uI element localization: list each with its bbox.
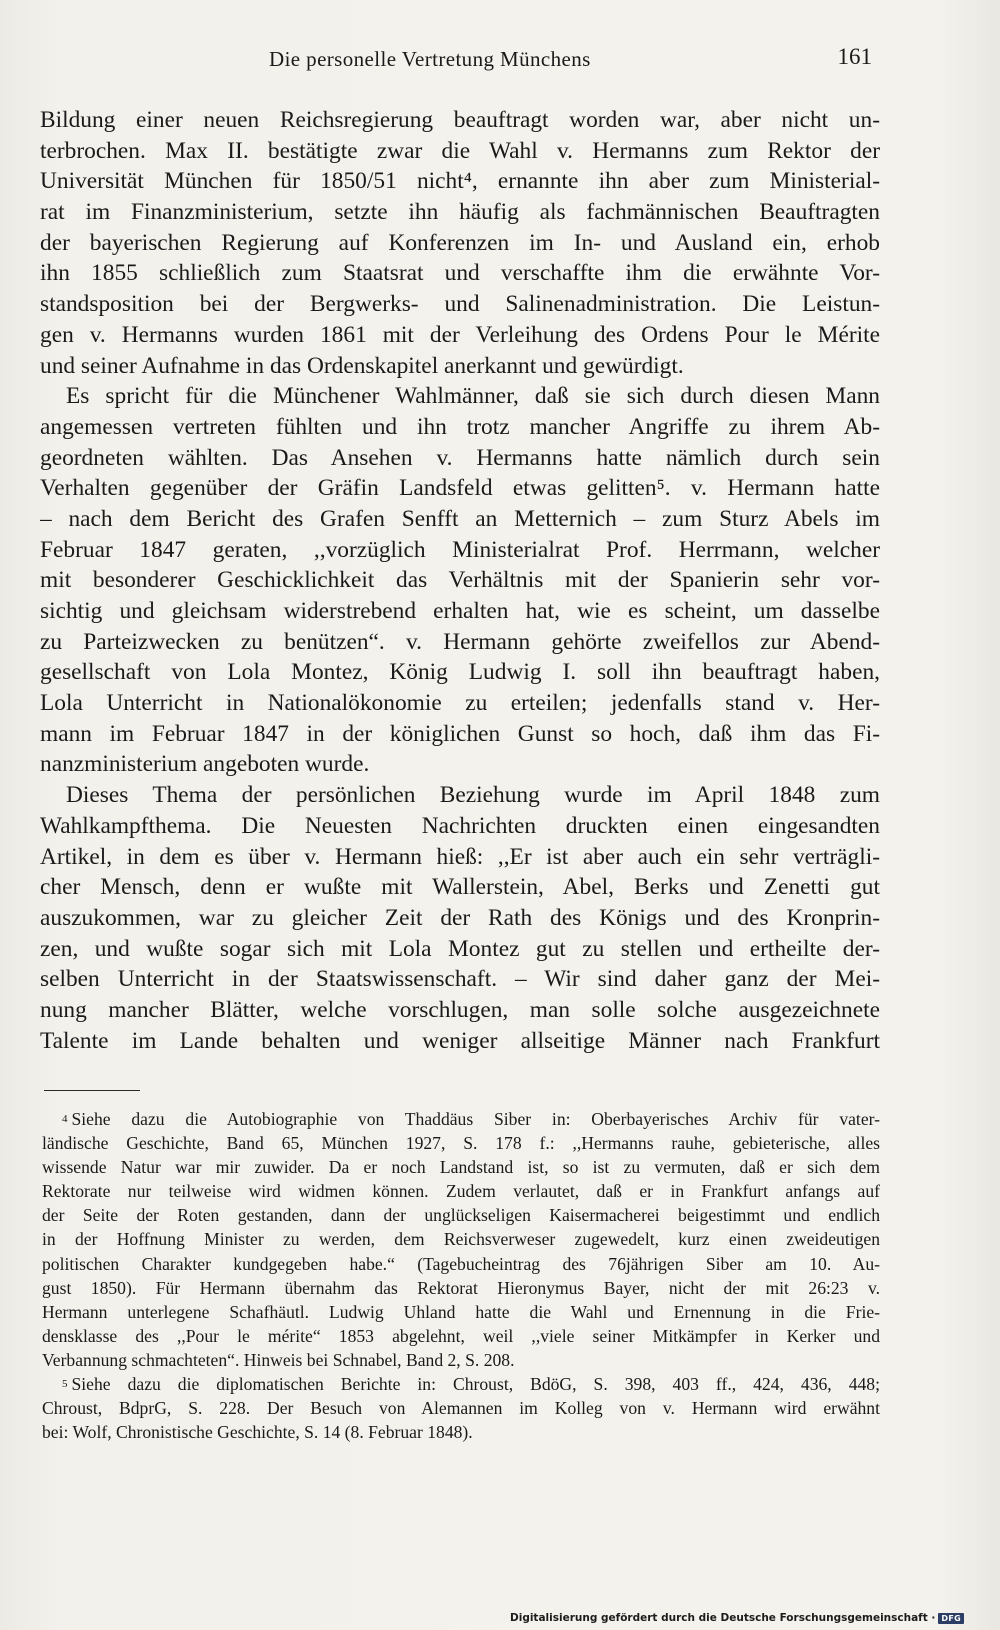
footnote-5-line: Chroust, BdprG, S. 228. Der Besuch von Alemannen im Kolleg von v. Hermann wird erwähnt xyxy=(42,1398,880,1419)
body-line: Verhalten gegenüber der Gräfin Landsfeld etwas gelitten⁵. v. Hermann hatte xyxy=(40,475,880,502)
footnote-4-line: Rektorate nur teilweise wird widmen können. Zudem verlautet, daß er in Frankfurt anfangs auf xyxy=(42,1181,880,1202)
footnote-4-line: der Seite der Roten gestanden, dann der unglückseligen Kaisermacherei beigestimmt und endlich xyxy=(42,1205,880,1226)
body-line: zen, und wußte sogar sich mit Lola Montez gut zu stellen und ertheilte der- xyxy=(40,935,880,962)
body-line: Wahlkampfthema. Die Neuesten Nachrichten druckten einen eingesandten xyxy=(40,812,880,839)
footnote-4-line: Verbannung schmachteten“. Hinweis bei Schnabel, Band 2, S. 208. xyxy=(42,1349,515,1370)
footnote-4-line xyxy=(42,1107,880,1131)
body-line: zu Parteizwecken zu benützen“. v. Hermann gehörte zweifellos zur Abend- xyxy=(40,628,880,655)
footnote-4-line: densklasse des ,,Pour le mérite“ 1853 abgelehnt, weil ,,viele seiner Mitkämpfer in Kerker und xyxy=(42,1325,880,1346)
body-line: Universität München für 1850/51 nicht⁴, ernannte ihn aber zum Ministerial- xyxy=(40,168,880,195)
body-line: cher Mensch, denn er wußte mit Wallerstein, Abel, Berks und Zenetti gut xyxy=(40,874,880,901)
body-line: auszukommen, war zu gleicher Zeit der Rath des Königs und des Kronprin- xyxy=(40,904,880,931)
body-line: mit besonderer Geschicklichkeit das Verhältnis mit der Spanierin sehr vor- xyxy=(40,567,880,594)
credit-text: Digitalisierung gefördert durch die Deutsche Forschungsgemeinschaft · xyxy=(510,1612,936,1624)
footnote-4-line: wissende Natur war mir zuwider. Da er noch Landstand ist, so ist zu vermuten, daß er sich dem xyxy=(42,1157,880,1178)
footnote-separator xyxy=(44,1090,140,1091)
body-text xyxy=(40,105,880,1056)
body-line: Talente im Lande behalten und weniger allseitige Männer nach Frankfurt xyxy=(40,1027,880,1054)
footnote-5-line xyxy=(42,1372,880,1396)
footnotes xyxy=(42,1107,880,1444)
body-line: sichtig und gleichsam widerstrebend erhalten hat, wie es scheint, um dasselbe xyxy=(40,598,880,624)
footnote-4-line: ländische Geschichte, Band 65, München 1927, S. 178 f.: ,,Hermanns rauhe, gebieterische, alles xyxy=(42,1133,880,1154)
body-line: Bildung einer neuen Reichsregierung beauftragt worden war, aber nicht un- xyxy=(40,107,880,133)
body-line: der bayerischen Regierung auf Konferenzen im In- und Ausland ein, erhob xyxy=(40,229,880,256)
dfg-logo: DFG xyxy=(938,1613,964,1624)
footnote-4-line: in der Hoffnung Minister zu werden, dem Reichsverweser zugewedelt, kurz einen zweideutigen xyxy=(42,1229,880,1250)
footnote-4-line: Hermann unterlegene Schafhäutl. Ludwig Uhland hatte die Wahl und Ernennung in die Frie- xyxy=(42,1301,880,1322)
digitization-credit xyxy=(510,1612,964,1624)
body-line: Dieses Thema der persönlichen Beziehung wurde im April 1848 zum xyxy=(66,782,880,809)
body-line: Es spricht für die Münchener Wahlmänner, daß sie sich durch diesen Mann xyxy=(66,383,880,410)
footnote-4-line: gust 1850). Für Hermann übernahm das Rektorat Hieronymus Bayer, nicht der mit 26:23 v. xyxy=(42,1277,880,1298)
body-line: nung mancher Blätter, welche vorschlugen, man solle solche ausgezeichnete xyxy=(40,996,880,1023)
body-line: gen v. Hermanns wurden 1861 mit der Verleihung des Ordens Pour le Mérite xyxy=(40,321,880,348)
body-line: nanzministerium angeboten wurde. xyxy=(40,751,370,778)
footnote-number: 4 xyxy=(62,1113,68,1125)
body-line: Lola Unterricht in Nationalökonomie zu erteilen; jedenfalls stand v. Her- xyxy=(40,690,880,717)
body-line: angemessen vertreten fühlten und ihn trotz mancher Angriffe zu ihrem Ab- xyxy=(40,413,880,440)
body-line: rat im Finanzministerium, setzte ihn häufig als fachmännischen Beauftragten xyxy=(40,199,880,226)
page-number: 161 xyxy=(837,44,872,69)
footnote-5-line: bei: Wolf, Chronistische Geschichte, S. 14 (8. Februar 1848). xyxy=(42,1422,473,1443)
body-line: – nach dem Bericht des Grafen Senfft an Metternich – zum Sturz Abels im xyxy=(40,505,880,532)
body-line: ihn 1855 schließlich zum Staatsrat und verschaffte ihm die erwähnte Vor- xyxy=(40,260,880,287)
page-header xyxy=(40,44,880,80)
body-line: selben Unterricht in der Staatswissenschaft. – Wir sind daher ganz der Mei- xyxy=(40,966,880,993)
running-head: Die personelle Vertretung Münchens xyxy=(269,47,591,71)
body-line: Februar 1847 geraten, ,,vorzüglich Ministerialrat Prof. Herrmann, welcher xyxy=(40,536,880,563)
body-line: standsposition bei der Bergwerks- und Salinenadministration. Die Leistun- xyxy=(40,291,880,318)
footnote-text: Siehe dazu die Autobiographie von Thaddäus Siber in: Oberbayerisches Archiv für vater- xyxy=(71,1109,880,1129)
body-line: geordneten wählten. Das Ansehen v. Hermanns hatte nämlich durch sein xyxy=(40,444,880,471)
body-line: mann im Februar 1847 in der königlichen Gunst so hoch, daß ihm das Fi- xyxy=(40,720,880,747)
body-line: gesellschaft von Lola Montez, König Ludwig I. soll ihn beauftragt haben, xyxy=(40,659,880,686)
body-line: terbrochen. Max II. bestätigte zwar die Wahl v. Hermanns zum Rektor der xyxy=(40,137,880,164)
footnote-4-line: politischen Charakter kundgegeben habe.“ (Tagebucheintrag des 76jährigen Siber am 10. Au- xyxy=(42,1253,880,1274)
footnote-text: Siehe dazu die diplomatischen Berichte in: Chroust, BdöG, S. 398, 403 ff., 424, 436, 448; xyxy=(71,1374,880,1395)
body-line: und seiner Aufnahme in das Ordenskapitel anerkannt und gewürdigt. xyxy=(40,352,684,379)
footnote-number: 5 xyxy=(62,1378,68,1391)
body-line: Artikel, in dem es über v. Hermann hieß: ,,Er ist aber auch ein sehr verträgli- xyxy=(40,843,880,870)
